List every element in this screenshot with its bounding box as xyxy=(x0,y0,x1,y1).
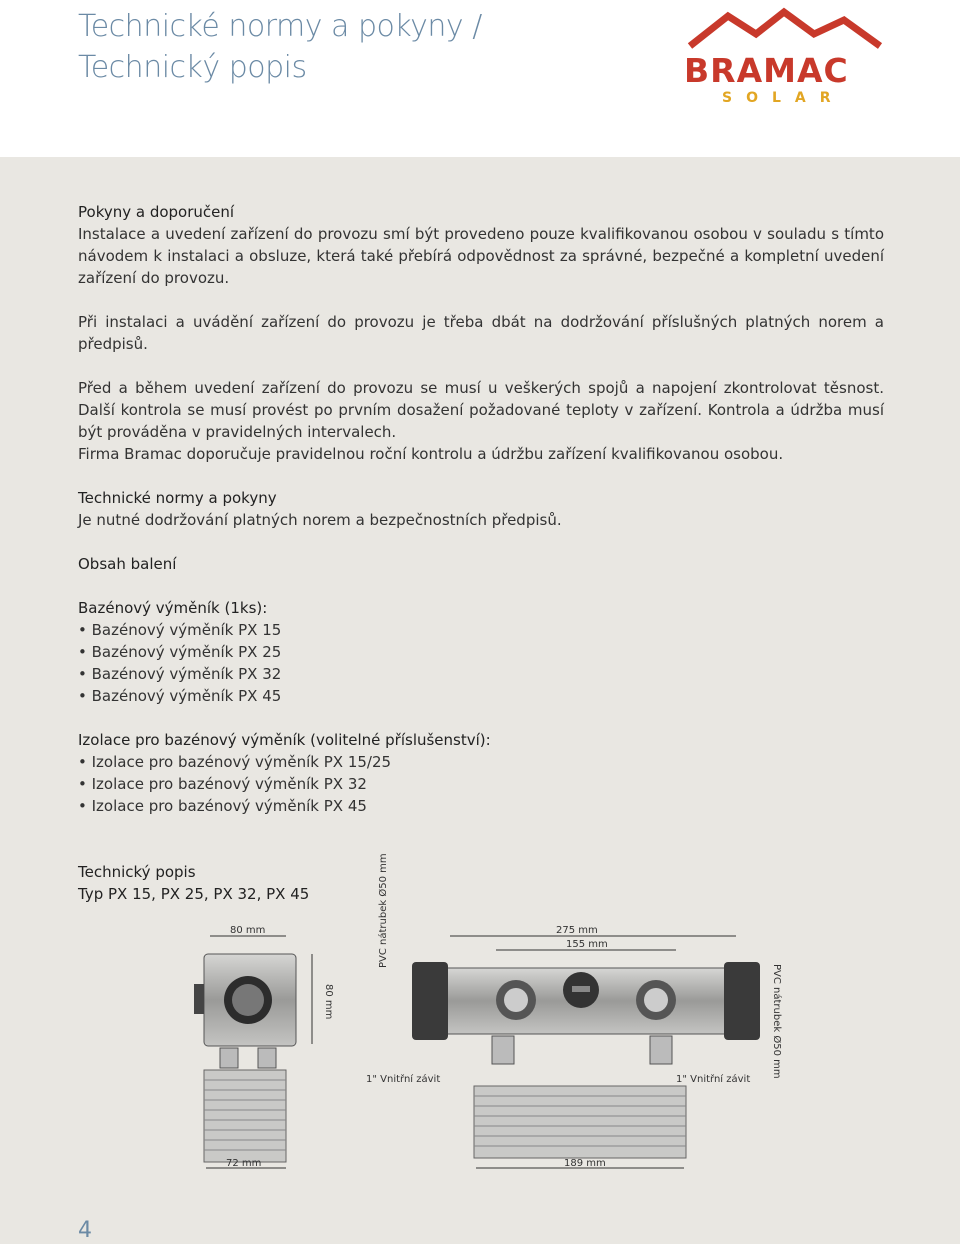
thread-label-right: 1" Vnitřní závit xyxy=(676,1074,751,1085)
pokyny-heading: Pokyny a doporučení xyxy=(78,203,235,221)
vymenik-heading: Bazénový výměník (1ks): xyxy=(78,599,268,617)
main-text xyxy=(78,201,884,905)
list-item: • Izolace pro bazénový výměník PX 45 xyxy=(78,795,884,817)
list-item: • Bazénový výměník PX 15 xyxy=(78,619,884,641)
pvc-label-right: PVC nátrubek Ø50 mm xyxy=(771,964,782,1079)
page-header xyxy=(0,0,960,157)
pokyny-paragraph-4: Firma Bramac doporučuje pravidelnou roční kontrolu a údržbu zařízení kvalifikovanou osobou. xyxy=(78,445,784,463)
pokyny-paragraph-3: Před a během uvedení zařízení do provozu se musí u veškerých spojů a napojení zkontrolovat těsnost. Další kontrola se musí provést po prvním dosažení požadované teploty v zařízení. Kontrola a údržba musí být prováděna v pravidelných intervalech. xyxy=(78,379,884,441)
dim-275: 275 mm xyxy=(556,925,598,936)
dim-189: 189 mm xyxy=(564,1158,606,1169)
list-item: • Izolace pro bazénový výměník PX 15/25 xyxy=(78,751,884,773)
title-line-1: Technické normy a pokyny / xyxy=(78,9,482,44)
left-fin-block xyxy=(204,1070,286,1162)
logo-text: BRAMAC xyxy=(684,51,849,90)
vymenik-list xyxy=(78,619,884,707)
normy-heading: Technické normy a pokyny xyxy=(78,489,277,507)
title-line-2: Technický popis xyxy=(78,50,307,85)
dim-72: 72 mm xyxy=(226,1158,262,1169)
obsah-heading: Obsah balení xyxy=(78,555,177,573)
thread-label-left: 1" Vnitřní závit xyxy=(366,1074,441,1085)
list-item: • Bazénový výměník PX 45 xyxy=(78,685,884,707)
list-item: • Bazénový výměník PX 32 xyxy=(78,663,884,685)
list-item: • Izolace pro bazénový výměník PX 32 xyxy=(78,773,884,795)
normy-text: Je nutné dodržování platných norem a bezpečnostních předpisů. xyxy=(78,511,562,529)
izolace-heading: Izolace pro bazénový výměník (volitelné příslušenství): xyxy=(78,731,491,749)
dim-80-top: 80 mm xyxy=(230,925,266,936)
right-fin-block xyxy=(474,1086,686,1158)
popis-type: Typ PX 15, PX 25, PX 32, PX 45 xyxy=(78,885,310,903)
page-title xyxy=(78,6,482,88)
popis-heading: Technický popis xyxy=(78,863,196,881)
izolace-list xyxy=(78,751,884,817)
pokyny-paragraph-1: Instalace a uvedení zařízení do provozu smí být provedeno pouze kvalifikovanou osobou v souladu s tímto návodem k instalaci a obsluze, která také přebírá odpovědnost za správné, bezpečné a kompletní uvedení zařízení do provozu. xyxy=(78,225,884,287)
bramac-logo xyxy=(682,6,884,110)
page-number: 4 xyxy=(78,1218,92,1243)
list-item: • Bazénový výměník PX 25 xyxy=(78,641,884,663)
logo-subtext: SOLAR xyxy=(722,90,845,106)
dim-155: 155 mm xyxy=(566,939,608,950)
pokyny-paragraph-2: Při instalaci a uvádění zařízení do provozu je třeba dbát na dodržování příslušných platných norem a předpisů. xyxy=(78,313,884,353)
dim-80-side: 80 mm xyxy=(323,984,334,1020)
pvc-label-left: PVC nátrubek Ø50 mm xyxy=(378,853,389,968)
